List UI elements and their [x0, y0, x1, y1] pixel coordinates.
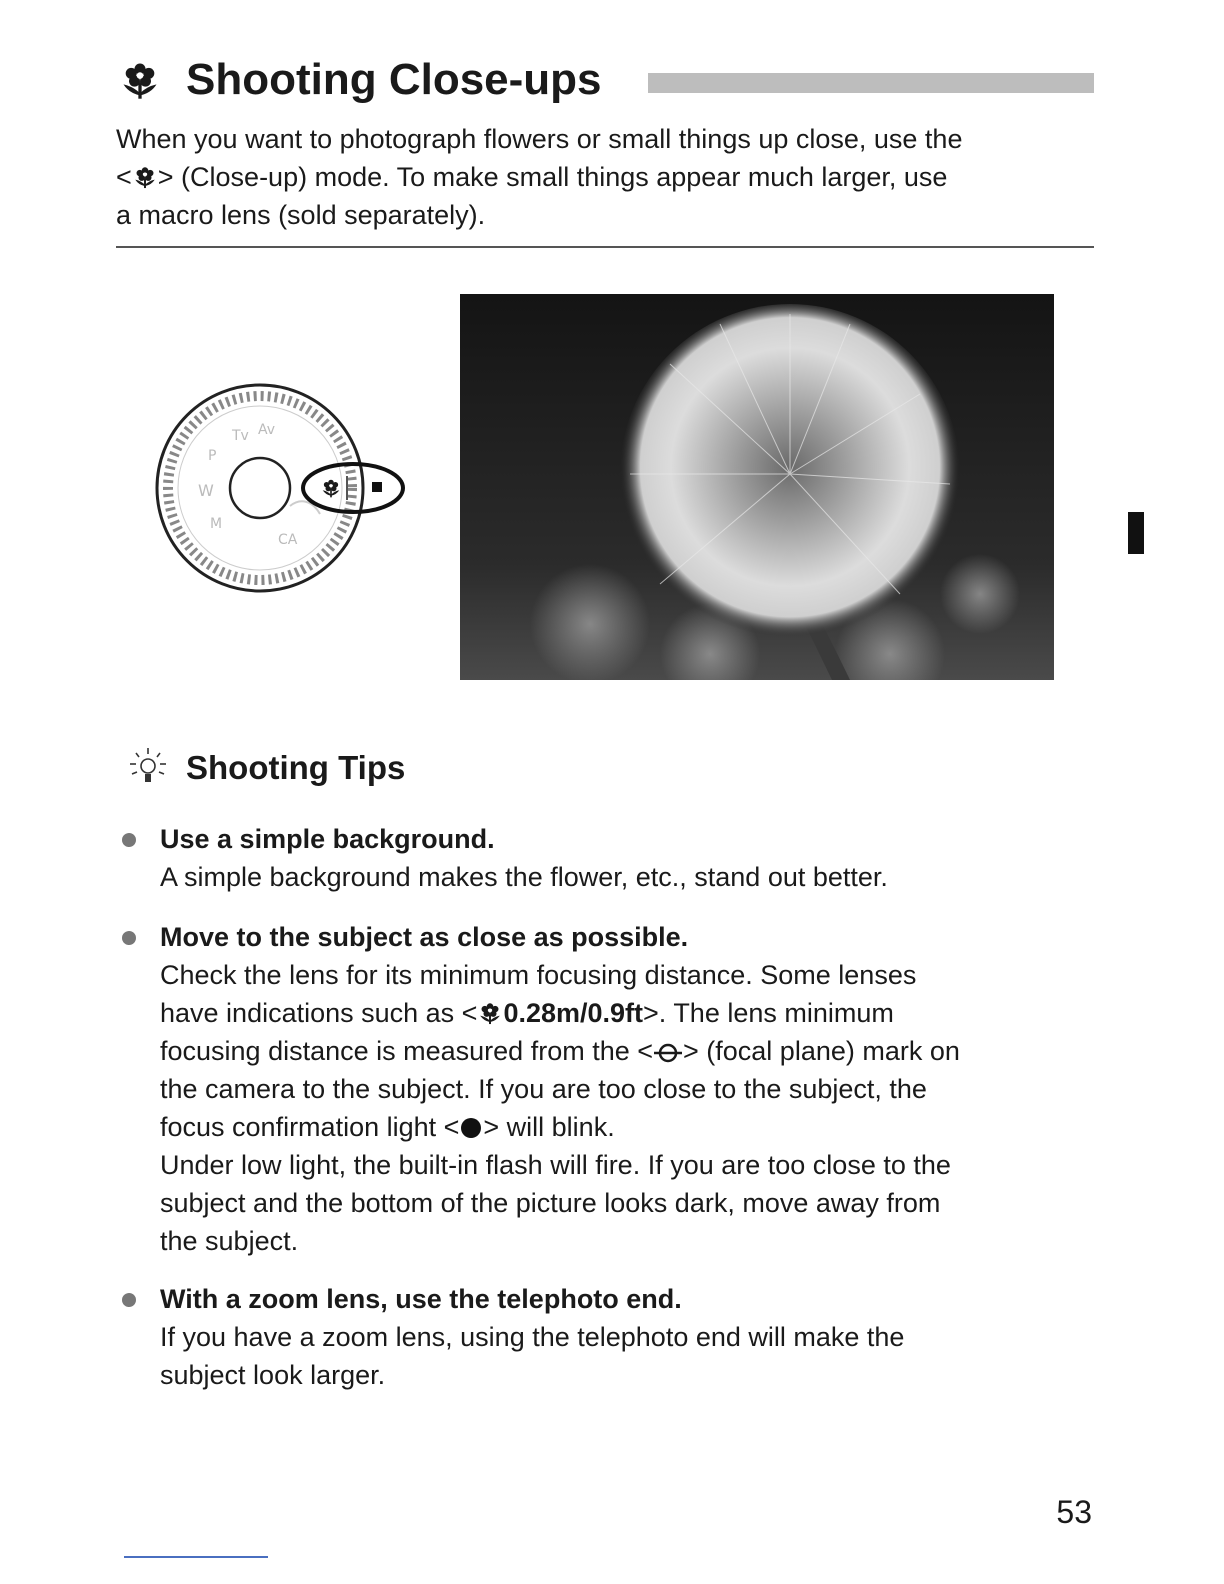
lightbulb-tip-icon [124, 746, 172, 790]
mode-dial-icon [150, 378, 420, 598]
flower-icon [477, 1000, 503, 1026]
intro-line-2: < > (Close-up) mode. To make small things appear much larger, use [116, 162, 948, 192]
svg-text:P: P [208, 448, 217, 464]
list-item [116, 1280, 1106, 1400]
svg-text:Av: Av [258, 422, 276, 438]
intro-line-1: When you want to photograph flowers or small things up close, use the [116, 124, 963, 154]
tip-body: If you have a zoom lens, using the telephoto end will make the subject look larger. [160, 1322, 905, 1390]
flower-icon [132, 164, 158, 190]
tip-title: With a zoom lens, use the telephoto end. [160, 1284, 682, 1314]
svg-text:W: W [198, 481, 214, 500]
tip-title: Move to the subject as close as possible. [160, 922, 689, 952]
focal-plane-icon [653, 1042, 683, 1064]
svg-text:Tv: Tv [232, 428, 249, 444]
svg-text:M: M [210, 516, 223, 532]
bullet-icon [122, 833, 136, 847]
tip-body: A simple background makes the flower, etc., stand out better. [160, 862, 888, 892]
page-title: Shooting Close-ups [186, 55, 602, 104]
divider [116, 246, 1094, 248]
tip-title: Use a simple background. [160, 824, 495, 854]
list-item [116, 820, 1106, 900]
intro-line-3: a macro lens (sold separately). [116, 200, 486, 230]
tips-heading: Shooting Tips [186, 749, 406, 786]
svg-text:CA: CA [278, 532, 298, 548]
bullet-icon [122, 1293, 136, 1307]
chapter-tab-marker [1128, 512, 1144, 554]
footer-line [124, 1556, 268, 1558]
bullet-icon [122, 931, 136, 945]
flower-icon [118, 58, 162, 102]
dandelion-photo [460, 294, 1054, 680]
title-decorative-bar [648, 73, 1094, 93]
page-number: 53 [1056, 1494, 1092, 1530]
focus-confirmation-dot-icon [459, 1116, 483, 1140]
list-item [116, 918, 1106, 1268]
tip-body: Check the lens for its minimum focusing distance. Some lenses have indications such as < 0.28m/0.9ft>. The lens minimum focusing distance is measured from the < > (focal plane) mark on the camera to the subject. If you are too close to the subject, the focus confirmation light < > will blink. Under low light, the built-in flash will fire. If you are too close to the subject and the bottom of the picture looks dark, move away from the subject. [160, 960, 960, 1256]
intro-paragraph [116, 120, 1106, 234]
